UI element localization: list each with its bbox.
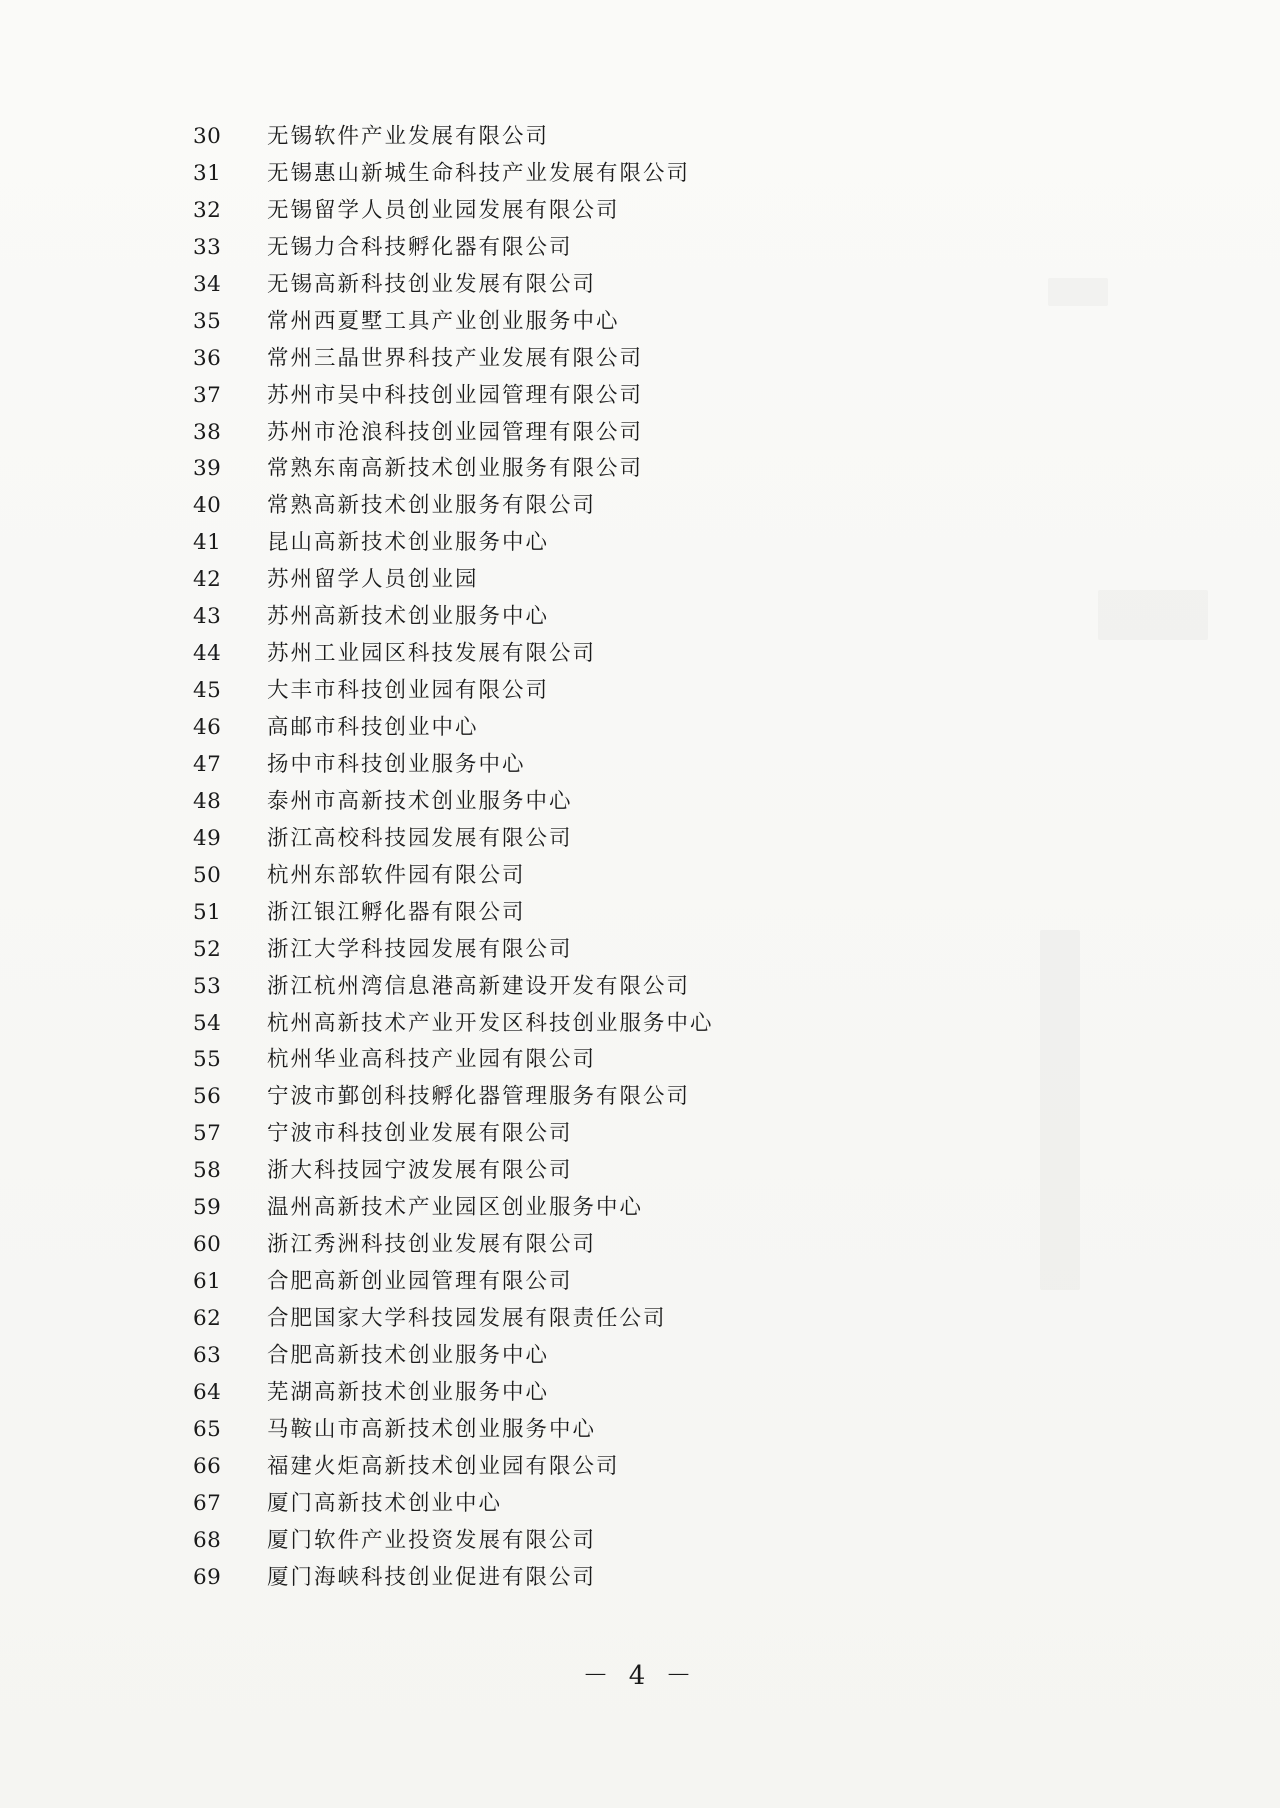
item-number: 55 [193, 1047, 222, 1073]
list-item [0, 1375, 1280, 1412]
item-number: 63 [193, 1342, 222, 1368]
organization-name: 常州三晶世界科技产业发展有限公司 [267, 345, 644, 371]
item-number: 43 [193, 604, 222, 630]
item-number: 45 [193, 678, 222, 704]
item-number: 46 [193, 715, 222, 740]
list-item [0, 1523, 1280, 1560]
list-item [0, 673, 1280, 710]
item-number: 47 [193, 751, 222, 777]
list-item [0, 858, 1280, 895]
list-item [0, 304, 1280, 341]
organization-name: 苏州工业园区科技发展有限公司 [267, 641, 597, 667]
list-item [0, 784, 1280, 821]
list-item [0, 1301, 1280, 1338]
item-number: 38 [193, 419, 222, 445]
list-item [0, 1338, 1280, 1375]
item-number: 60 [193, 1232, 222, 1258]
item-number: 40 [193, 493, 222, 519]
organization-name: 芜湖高新技术创业服务中心 [267, 1379, 550, 1405]
organization-name: 无锡留学人员创业园发展有限公司 [267, 197, 620, 223]
list-item [0, 969, 1280, 1006]
item-number: 62 [193, 1306, 222, 1331]
item-number: 35 [193, 308, 222, 334]
item-number: 37 [193, 382, 222, 408]
organization-name: 杭州东部软件园有限公司 [267, 862, 526, 888]
list-item [0, 119, 1280, 156]
organization-name: 合肥高新技术创业服务中心 [267, 1342, 550, 1368]
item-number: 68 [193, 1527, 222, 1553]
organization-name: 浙大科技园宁波发展有限公司 [267, 1158, 573, 1184]
item-number: 30 [193, 124, 222, 149]
organization-name: 温州高新技术产业园区创业服务中心 [267, 1195, 644, 1221]
item-number: 59 [193, 1195, 222, 1221]
item-number: 61 [193, 1269, 222, 1295]
item-number: 56 [193, 1084, 222, 1110]
list-item [0, 267, 1280, 304]
list-item [0, 636, 1280, 673]
list-item [0, 1042, 1280, 1079]
item-number: 42 [193, 567, 222, 593]
list-item [0, 230, 1280, 267]
organization-name: 宁波市鄞创科技孵化器管理服务有限公司 [267, 1084, 691, 1110]
list-item [0, 747, 1280, 784]
list-item [0, 488, 1280, 525]
organization-name: 苏州高新技术创业服务中心 [267, 604, 550, 630]
item-number: 32 [193, 197, 222, 223]
item-number: 51 [193, 899, 222, 925]
organization-name: 无锡软件产业发展有限公司 [267, 124, 550, 149]
organization-name: 苏州留学人员创业园 [267, 567, 479, 593]
list-item [0, 341, 1280, 378]
organization-name: 浙江高校科技园发展有限公司 [267, 825, 573, 851]
item-number: 39 [193, 456, 222, 482]
item-number: 50 [193, 862, 222, 888]
item-number: 44 [193, 641, 222, 667]
item-number: 69 [193, 1564, 222, 1590]
organization-name: 杭州高新技术产业开发区科技创业服务中心 [267, 1010, 714, 1036]
list-item [0, 415, 1280, 452]
list-item [0, 1486, 1280, 1523]
organization-list [0, 119, 1280, 1597]
page-number: － 4 － [582, 1661, 698, 1691]
list-item [0, 1153, 1280, 1190]
list-item [0, 1006, 1280, 1043]
organization-name: 泰州市高新技术创业服务中心 [267, 788, 573, 814]
list-item [0, 525, 1280, 562]
organization-name: 马鞍山市高新技术创业服务中心 [267, 1416, 597, 1442]
item-number: 36 [193, 345, 222, 371]
list-item [0, 1227, 1280, 1264]
item-number: 66 [193, 1453, 222, 1479]
organization-name: 无锡惠山新城生命科技产业发展有限公司 [267, 160, 691, 186]
organization-name: 浙江大学科技园发展有限公司 [267, 936, 573, 962]
list-item [0, 378, 1280, 415]
organization-name: 浙江银江孵化器有限公司 [267, 899, 526, 925]
list-item [0, 1412, 1280, 1449]
item-number: 64 [193, 1379, 222, 1405]
list-item [0, 821, 1280, 858]
item-number: 67 [193, 1490, 222, 1516]
organization-name: 大丰市科技创业园有限公司 [267, 678, 550, 704]
item-number: 52 [193, 936, 222, 962]
list-item [0, 1264, 1280, 1301]
item-number: 31 [193, 160, 222, 186]
organization-name: 常州西夏墅工具产业创业服务中心 [267, 308, 620, 334]
organization-name: 常熟东南高新技术创业服务有限公司 [267, 456, 644, 482]
organization-name: 浙江秀洲科技创业发展有限公司 [267, 1232, 597, 1258]
organization-name: 宁波市科技创业发展有限公司 [267, 1121, 573, 1147]
organization-name: 昆山高新技术创业服务中心 [267, 530, 550, 556]
organization-name: 无锡力合科技孵化器有限公司 [267, 234, 573, 260]
list-item [0, 1190, 1280, 1227]
organization-name: 合肥高新创业园管理有限公司 [267, 1269, 573, 1295]
item-number: 34 [193, 271, 222, 297]
organization-name: 厦门软件产业投资发展有限公司 [267, 1527, 597, 1553]
item-number: 58 [193, 1158, 222, 1184]
item-number: 49 [193, 825, 222, 851]
organization-name: 常熟高新技术创业服务有限公司 [267, 493, 597, 519]
organization-name: 浙江杭州湾信息港高新建设开发有限公司 [267, 973, 691, 999]
organization-name: 扬中市科技创业服务中心 [267, 751, 526, 777]
list-item [0, 156, 1280, 193]
organization-name: 厦门海峡科技创业促进有限公司 [267, 1564, 597, 1590]
item-number: 65 [193, 1416, 222, 1442]
item-number: 53 [193, 973, 222, 999]
organization-name: 高邮市科技创业中心 [267, 715, 479, 740]
organization-name: 杭州华业高科技产业园有限公司 [267, 1047, 597, 1073]
list-item [0, 451, 1280, 488]
list-item [0, 1079, 1280, 1116]
item-number: 33 [193, 234, 222, 260]
organization-name: 苏州市沧浪科技创业园管理有限公司 [267, 419, 644, 445]
list-item [0, 1449, 1280, 1486]
list-item [0, 895, 1280, 932]
organization-name: 合肥国家大学科技园发展有限责任公司 [267, 1306, 667, 1331]
organization-name: 厦门高新技术创业中心 [267, 1490, 503, 1516]
list-item [0, 1116, 1280, 1153]
organization-name: 苏州市吴中科技创业园管理有限公司 [267, 382, 644, 408]
item-number: 48 [193, 788, 222, 814]
organization-name: 福建火炬高新技术创业园有限公司 [267, 1453, 620, 1479]
item-number: 41 [193, 530, 222, 556]
list-item [0, 932, 1280, 969]
organization-name: 无锡高新科技创业发展有限公司 [267, 271, 597, 297]
list-item [0, 710, 1280, 747]
list-item [0, 599, 1280, 636]
list-item [0, 562, 1280, 599]
item-number: 57 [193, 1121, 222, 1147]
item-number: 54 [193, 1010, 222, 1036]
list-item [0, 193, 1280, 230]
list-item [0, 1560, 1280, 1597]
